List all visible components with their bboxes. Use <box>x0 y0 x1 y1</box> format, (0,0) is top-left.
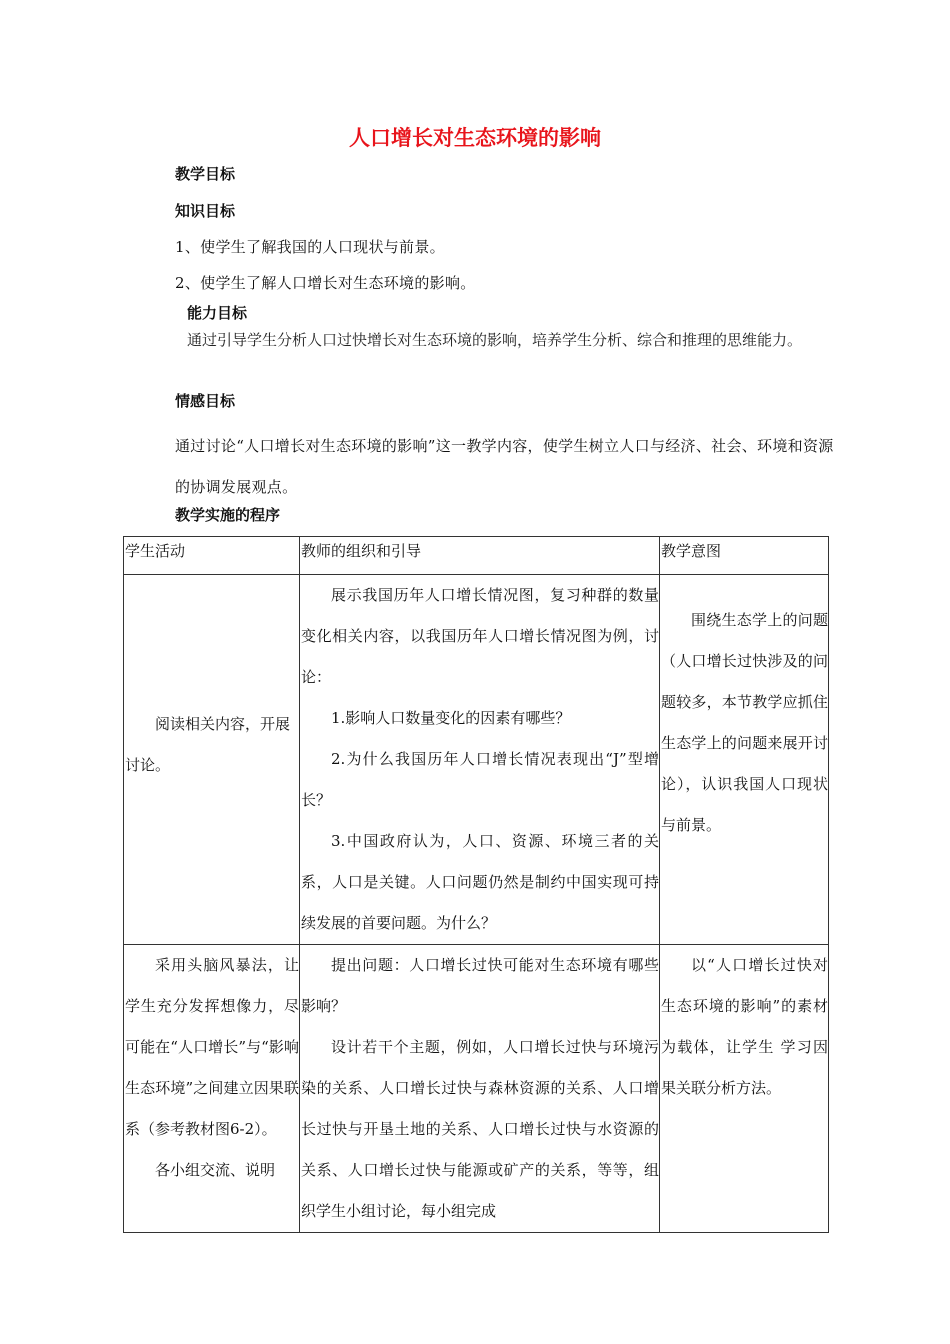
heading-emotion-goals: 情感目标 <box>175 392 236 410</box>
row2-teacher-question: 提出问题：人口增长过快可能对生态环境有哪些影响？ <box>301 956 659 1015</box>
row1-teacher-q3: 3.中国政府认为，人口、资源、环境三者的关系，人口是关键。人口问题仍然是制约中国实现可持续发展的首要问题。为什么？ <box>301 832 659 932</box>
row1-teacher-q2: 2.为什么我国历年人口增长情况表现出“J”型增长？ <box>301 750 659 809</box>
table-header-row <box>124 537 829 575</box>
table-row <box>124 575 829 945</box>
row2-student-para-2: 各小组交流、说明 <box>155 1161 276 1179</box>
header-student-activity: 学生活动 <box>124 537 300 575</box>
row1-teacher-para: 展示我国历年人口增长情况图，复习种群的数量变化相关内容，以我国历年人口增长情况图为例，讨论： <box>301 586 659 686</box>
heading-ability-goals: 能力目标 <box>187 304 248 322</box>
header-teacher-guidance: 教师的组织和引导 <box>300 537 660 575</box>
table-row <box>124 945 829 1233</box>
document-title: 人口增长对生态环境的影响 <box>349 126 601 150</box>
row2-teacher-topics: 设计若干个主题，例如，人口增长过快与环境污染的关系、人口增长过快与森林资源的关系、人口增长过快与开垦土地的关系、人口增长过快与水资源的关系、人口增长过快与能源或矿产的关系，等等，组织学生小组讨论，每小组完成 <box>301 1038 659 1220</box>
heading-procedure: 教学实施的程序 <box>175 506 281 524</box>
row1-teacher-cell <box>300 575 660 945</box>
emotion-text: 通过讨论“人口增长对生态环境的影响”这一教学内容，使学生树立人口与经济、社会、环境和资源的协调发展观点。 <box>175 437 834 496</box>
row2-student-cell <box>124 945 300 1233</box>
heading-teaching-goals: 教学目标 <box>175 165 236 183</box>
knowledge-item-1: 1、使学生了解我国的人口现状与前景。 <box>175 238 445 256</box>
row1-intent-cell: 围绕生态学上的问题（人口增长过快涉及的问题较多，本节教学应抓住生态学上的问题来展开讨论），认识我国人口现状与前景。 <box>660 575 829 945</box>
row2-intent-cell: 以“人口增长过快对生态环境的影响”的素材为载体，让学生 学习因果关联分析方法。 <box>660 945 829 1233</box>
header-teaching-intent: 教学意图 <box>660 537 829 575</box>
row2-student-para: 采用头脑风暴法，让学生充分发挥想像力，尽可能在“人口增长”与“影响生态环境”之间建立因果联系（参考教材图6-2）。 <box>125 956 299 1138</box>
ability-text: 通过引导学生分析人口过快增长对生态环境的影响，培养学生分析、综合和推理的思维能力。 <box>187 331 803 349</box>
row2-teacher-cell <box>300 945 660 1233</box>
knowledge-item-2: 2、使学生了解人口增长对生态环境的影响。 <box>175 274 476 292</box>
row1-student-cell: 阅读相关内容，开展讨论。 <box>124 575 300 945</box>
procedure-table <box>123 536 829 1233</box>
row1-teacher-q1: 1.影响人口数量变化的因素有哪些？ <box>331 709 571 727</box>
heading-knowledge-goals: 知识目标 <box>175 202 236 220</box>
